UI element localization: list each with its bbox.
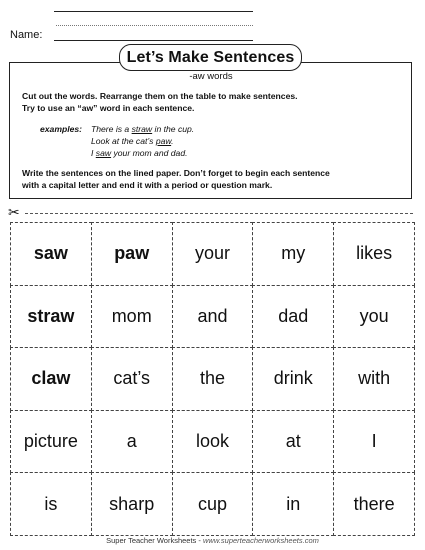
instruction-line-4: with a capital letter and end it with a period or question mark. — [22, 180, 273, 190]
footer-url[interactable]: www.superteacherworksheets.com — [202, 536, 319, 545]
name-line[interactable] — [54, 40, 253, 41]
dotted-guide-line — [56, 25, 253, 26]
word-card[interactable]: dad — [252, 285, 334, 349]
page-title: Let’s Make Sentences — [126, 49, 295, 66]
word-card[interactable]: cat’s — [91, 347, 173, 411]
word-card[interactable]: straw — [10, 285, 92, 349]
footer — [0, 536, 425, 545]
example-sentence-1: There is a straw in the cup. — [91, 124, 195, 134]
title-box — [119, 44, 302, 71]
word-card[interactable]: the — [172, 347, 254, 411]
word-card[interactable]: my — [252, 222, 334, 286]
word-card[interactable]: I — [333, 410, 415, 474]
word-card[interactable]: your — [172, 222, 254, 286]
word-card[interactable]: in — [252, 472, 334, 536]
word-card[interactable]: sharp — [91, 472, 173, 536]
word-card[interactable]: a — [91, 410, 173, 474]
word-card[interactable]: claw — [10, 347, 92, 411]
page-subtitle: -aw words — [119, 71, 303, 82]
word-card[interactable]: cup — [172, 472, 254, 536]
footer-text: Super Teacher Worksheets - — [106, 536, 203, 545]
word-card[interactable]: picture — [10, 410, 92, 474]
word-card[interactable]: drink — [252, 347, 334, 411]
word-card[interactable]: mom — [91, 285, 173, 349]
word-card[interactable]: saw — [10, 222, 92, 286]
top-rule — [54, 11, 253, 12]
scissors-icon: ✂ — [8, 204, 20, 220]
example-sentence-2: Look at the cat’s paw. — [91, 136, 174, 146]
name-label: Name: — [10, 29, 43, 41]
word-card[interactable]: there — [333, 472, 415, 536]
word-card[interactable]: likes — [333, 222, 415, 286]
word-card[interactable]: with — [333, 347, 415, 411]
word-card[interactable]: and — [172, 285, 254, 349]
word-card[interactable]: is — [10, 472, 92, 536]
word-card[interactable]: look — [172, 410, 254, 474]
word-card[interactable]: at — [252, 410, 334, 474]
instruction-line-3: Write the sentences on the lined paper. Don’t forget to begin each sentence — [22, 168, 330, 178]
instruction-line-2: Try to use an “aw” word in each sentence. — [22, 103, 195, 113]
word-card[interactable]: you — [333, 285, 415, 349]
examples-label: examples: — [40, 124, 83, 134]
word-card[interactable]: paw — [91, 222, 173, 286]
cut-line — [25, 213, 413, 214]
example-sentence-3: I saw your mom and dad. — [91, 148, 188, 158]
word-card-grid — [10, 222, 414, 535]
instruction-line-1: Cut out the words. Rearrange them on the table to make sentences. — [22, 91, 298, 101]
